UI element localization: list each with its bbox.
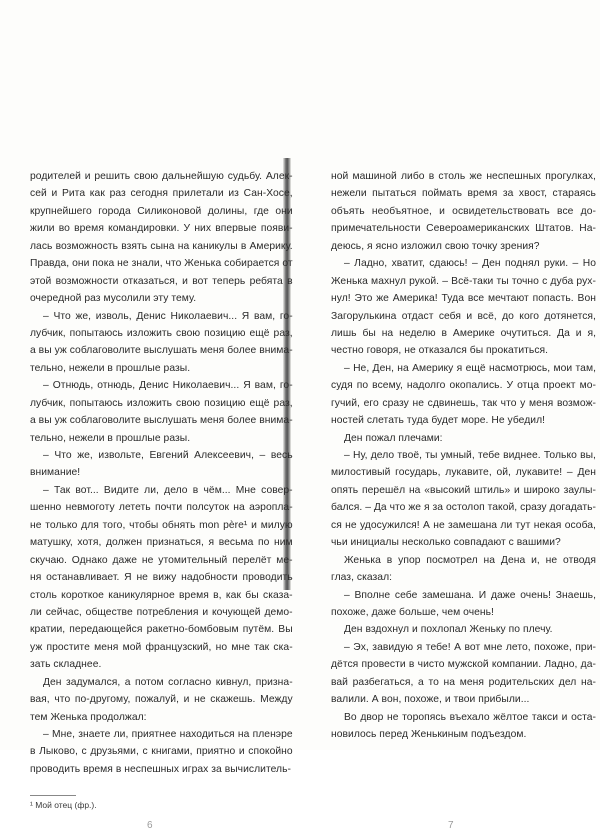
text-line: нежели пытаться поймать время за хвост, стараясь [331,188,596,200]
text-line: деюсь, я ясно изложил свою точку зрения? [331,240,540,252]
text-line: новилось перед Женькиным подъездом. [331,729,527,740]
text-line: вай разбегаться, а то на меня родительских дел на- [331,676,596,688]
text-line: очередной раз мусолили эту тему. [30,293,197,305]
left-page-text [30,168,293,778]
text-line: Ден задумался, а потом согласно кивнул, признa- [43,676,293,688]
text-line: лась возможность взять сына на каникулы в Америку. [30,240,293,252]
text-line: лубчик, попытаюсь изложить свою позицию ещё раз, [30,397,293,409]
text-line: примечательности Североамериканских Штатов. На- [331,223,596,235]
right-page-text [331,168,596,743]
text-line: кратии, передающейся ракетно-бомбовым путём. Вы [30,624,293,636]
text-line: ся не удосужился! А не замешана ли тут некая особа, [331,519,596,531]
text-line: внимание! [30,467,81,479]
text-line: скучаю. Однако даже не утомительный перелёт ме- [30,554,293,566]
text-line: Во двор не торопясь въехало жёлтое такси и оста- [344,711,596,723]
text-line: Женька в упор посмотрел на Дена и, не отводя [344,554,596,566]
text-line: – Мне, знаете ли, приятнее находиться на пленэре [43,729,293,740]
text-line: а вы уж соблаговолите выслушать меня более внима- [30,345,293,357]
text-line: зать складнее. [30,659,102,671]
text-line: этой возможности отказаться, и вот теперь ребята в [30,275,293,287]
text-line: честно говоря, не отказался бы прокатиться. [331,345,549,357]
text-line: глаз, сказал: [331,572,393,584]
text-line: вая, что по-другому, пожалуй, и не скажешь. Между [30,694,293,706]
text-line: Женька махнул рукой. – Всё-таки ты точно с дуба рух- [331,275,596,287]
text-line: объять необъятное, и освидетельствовать все до- [331,205,596,217]
text-line: тем Женька продолжал: [30,711,147,723]
text-line: не только для того, чтобы обнять mon père¹ и милую [30,519,293,531]
text-line: уж простите меня мой французский, но мне так ска- [30,641,293,653]
text-line: – Ну, дело твоё, ты умный, тебе виднее. Только вы, [344,450,596,461]
text-line: крупнейшего города Силиконовой долины, где они [30,205,293,217]
text-line: нул! Это же Америка! Туда все мечтают попасть. Вон [331,293,596,305]
text-line: – Не, Ден, на Америку я ещё насмотрюсь, мои там, [344,362,596,374]
text-line: тельно, нежели в прошлые разы. [30,432,191,444]
text-line: а вы уж соблаговолите выслушать меня более внима- [30,415,293,427]
text-line: лубчик, попытаюсь изложить свою позицию ещё раз, [30,327,293,339]
text-line: Ден пожал плечами: [344,432,443,444]
text-line: проводить время в неспешных играх за вычислитель- [30,763,291,775]
footnote: ¹ Мой отец (фр.). [30,800,97,810]
text-line: ностей слетать туда будет море. Не убедил! [331,415,546,427]
text-line: – Что же, извольте, Евгений Алексеевич, – весь [43,450,293,461]
text-line: Ден вздохнул и похлопал Женьку по плечу. [344,624,553,636]
text-line: валили. А вон, похоже, и твои прибыли... [331,694,530,706]
text-line: – Что же, изволь, Денис Николаевич... Я вам, го- [43,310,293,322]
page-number-left: 6 [147,820,153,831]
text-line: гучий, его сразу не сдвинешь, так что у меня возмож- [331,397,596,409]
text-line: опять перешёл на «высокий штиль» и широко заулы- [331,484,596,496]
text-line: в Лыково, с друзьями, с книгами, приятно и спокойно [30,746,293,758]
text-line: чьи инициалы несколько совпадают с вашими? [331,537,561,549]
text-line: Загорулькина отдаст себя и всё, до кого дотянется, [331,310,596,322]
text-line: милостивый государь, лукавите, ой, лукавите! – Ден [331,467,596,479]
text-line: родителей и решить свою дальнейшую судьбу. Алек- [30,171,293,182]
text-line: жили во время командировки. У них впервые появи- [30,223,293,235]
text-line: столь короткое каникулярное время в, как бы сказа- [30,589,293,601]
text-line: – Отнюдь, отнюдь, Денис Николаевич... Я вам, го- [43,380,293,392]
text-line: – Эх, завидую я тебе! А вот мне лето, похоже, при- [344,641,596,653]
text-line: шенно невмоготу лететь почти полсуток на аэропла- [30,502,293,514]
footnote-rule [30,795,76,796]
text-line: судя по всему, надолго окопались. У отца проект мо- [331,380,596,392]
text-line: бался. – Да что же я за остолоп такой, сразу догадать- [331,502,596,514]
text-line: сей и Рита как раз сегодня прилетали из Сан-Хосе, [30,188,293,200]
text-line: тельно, нежели в прошлые разы. [30,362,191,374]
text-line: ли сейчас, обществе потребления и кочующей демо- [30,606,293,618]
text-line: Правда, они пока не знали, что Женька собирается от [30,258,293,270]
text-line: – Ладно, хватит, сдаюсь! – Ден поднял руки. – Но [344,258,596,270]
text-line: похоже, даже больше, чем очень! [331,606,494,618]
page-number-right: 7 [448,820,454,831]
text-line: ной машиной либо в столь же неспешных прогулках, [331,171,596,182]
text-line: матушку, хотя, должен признаться, я весьма по ним [30,537,293,549]
text-line: ня останавливает. Я не вижу надобности проводить [30,572,293,584]
text-line: – Так вот... Видите ли, дело в чём... Мне совер- [43,484,293,496]
text-line: лишь бы на неделю в Америке очутиться. Да и я, [331,327,596,339]
text-line: дётся провести в чисто мужской компании. Ладно, да- [331,659,596,671]
text-line: – Вполне себе замешана. И даже очень! Знаешь, [344,589,596,601]
